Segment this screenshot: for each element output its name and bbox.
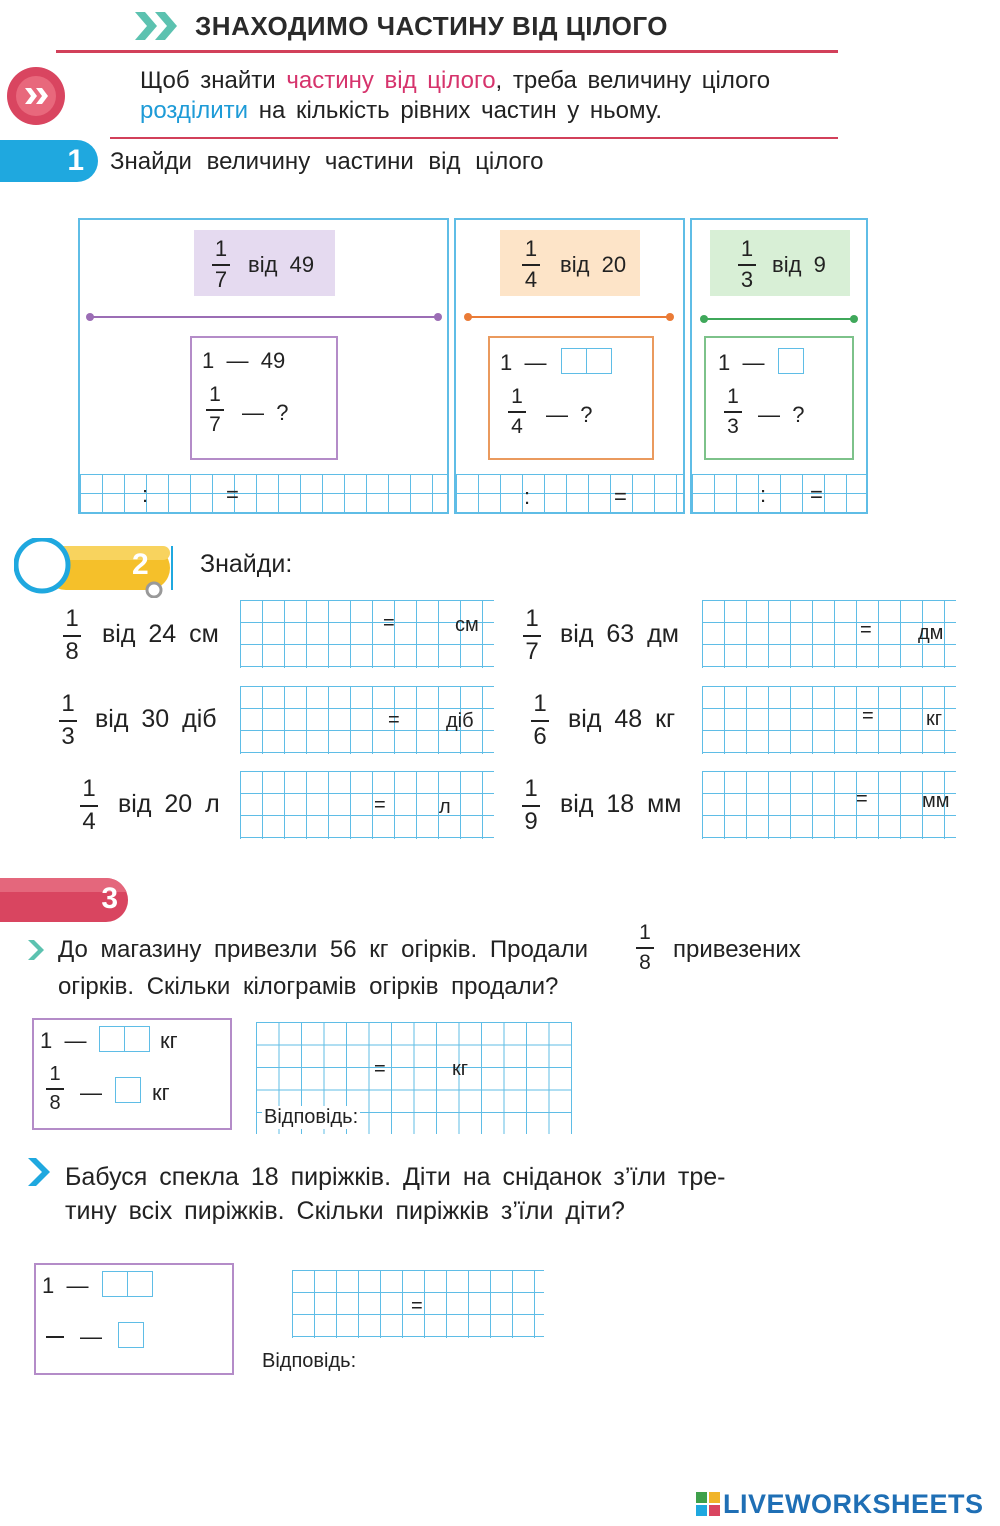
panel1-answer-grid[interactable] xyxy=(80,474,447,512)
rule-text-part-2: , треба величину цілого xyxy=(495,67,771,94)
problem1-fraction: 1 8 xyxy=(636,922,654,973)
p2-row2-dash: — xyxy=(80,1324,102,1349)
panel3-equals: = xyxy=(810,482,823,507)
t2-item5-eq: = xyxy=(374,794,386,816)
t2-item1-text: від 24 см xyxy=(102,620,219,648)
panel2-fraction: 1 4 xyxy=(522,238,540,291)
panel1-row1: 1 — 49 xyxy=(202,348,286,373)
panel2-colon: : xyxy=(524,484,531,509)
t2-item3-unit: діб xyxy=(446,710,474,732)
p1-row1: 1 — xyxy=(40,1028,87,1053)
panel2-row1: 1 — xyxy=(500,350,547,375)
problem1-text-b: привезених xyxy=(673,936,801,963)
panel3-colon: : xyxy=(760,482,767,507)
p2-row1: 1 — xyxy=(42,1273,89,1298)
t2-item4-fraction: 1 6 xyxy=(531,692,549,749)
task2-badge xyxy=(14,538,174,598)
t2-item4-eq: = xyxy=(862,705,874,727)
rule-divider xyxy=(110,137,838,139)
answer-label-1: Відповідь: xyxy=(264,1106,359,1128)
panel3-fraction: 1 3 xyxy=(738,238,756,291)
liveworksheets-logo-icon xyxy=(696,1492,720,1516)
t2-item6-unit: мм xyxy=(922,790,950,812)
p2-fraction-blank xyxy=(46,1336,64,1338)
task1-panel-2 xyxy=(454,218,685,514)
p2-input-box-1[interactable] xyxy=(102,1271,128,1297)
task2-instruction: Знайди: xyxy=(200,550,293,578)
p1-input-box-1[interactable] xyxy=(99,1026,125,1052)
panel3-line xyxy=(704,318,856,320)
footer-brand[interactable]: LIVEWORKSHEETS xyxy=(723,1489,984,1519)
panel1-row2: — ? xyxy=(242,400,289,425)
panel2-input-box-2[interactable] xyxy=(586,348,612,374)
panel3-of-text: від 9 xyxy=(772,252,826,277)
p1-grid-unit: кг xyxy=(452,1058,469,1080)
panel3-answer-grid[interactable] xyxy=(692,474,866,512)
panel1-line-dot-r xyxy=(434,313,442,321)
panel3-row2: — ? xyxy=(758,402,805,427)
t2-item5-grid[interactable] xyxy=(240,771,494,839)
panel2-equals: = xyxy=(614,484,627,509)
panel1-of-text: від 49 xyxy=(248,252,315,277)
t2-item3-eq: = xyxy=(388,709,400,731)
problem1-arrow-icon xyxy=(28,940,44,960)
problem2-arrow-icon xyxy=(28,1158,50,1186)
title-chevrons-icon xyxy=(135,12,183,40)
task1-panel-1 xyxy=(78,218,449,514)
t2-item4-unit: кг xyxy=(926,708,943,730)
problem2-line2: тину всіх пиріжків. Скільки пиріжків з’їли діти? xyxy=(65,1197,625,1225)
panel2-input-box-1[interactable] xyxy=(561,348,587,374)
task2-number: 2 xyxy=(132,548,149,581)
rule-text-part-1: Щоб знайти xyxy=(140,67,276,94)
task1-badge xyxy=(0,140,98,182)
panel2-line-dot-r xyxy=(666,313,674,321)
p1-row1-unit: кг xyxy=(160,1028,178,1053)
answer-label-2: Відповідь: xyxy=(262,1350,357,1372)
p1-row2-dash: — xyxy=(80,1080,102,1105)
title-underline xyxy=(56,50,838,53)
p2-grid-eq: = xyxy=(411,1295,423,1317)
t2-item1-fraction: 1 8 xyxy=(63,607,81,664)
panel2-line-dot-l xyxy=(464,313,472,321)
rule-highlight-part: частину від цілого xyxy=(286,67,496,94)
t2-item5-unit: л xyxy=(439,796,451,818)
t2-item6-fraction: 1 9 xyxy=(522,777,540,834)
p1-row2-unit: кг xyxy=(152,1080,170,1105)
problem2-line1: Бабуся спекла 18 пиріжків. Діти на сніданок з’їли тре- xyxy=(65,1163,726,1191)
task3-number: 3 xyxy=(101,882,118,915)
p2-input-box-3[interactable] xyxy=(118,1322,144,1348)
panel3-line-dot-l xyxy=(700,315,708,323)
panel2-row2-fraction: 1 4 xyxy=(508,386,526,437)
p1-row2-fraction: 1 8 xyxy=(46,1064,64,1113)
t2-item5-text: від 20 л xyxy=(118,790,220,818)
task1-instruction: Знайди величину частини від цілого xyxy=(110,148,544,175)
t2-item6-eq: = xyxy=(856,788,868,810)
problem1-text-a: До магазину привезли 56 кг огірків. Продали xyxy=(58,936,589,963)
p1-grid-eq: = xyxy=(374,1058,386,1080)
panel2-row2: — ? xyxy=(546,402,593,427)
panel3-row1: 1 — xyxy=(718,350,765,375)
panel1-row2-fraction: 1 7 xyxy=(206,384,224,435)
panel3-input-box[interactable] xyxy=(778,348,804,374)
rule-text xyxy=(140,66,790,126)
t2-item2-text: від 63 дм xyxy=(560,620,679,648)
problem1-text-c: огірків. Скільки кілограмів огірків продали? xyxy=(58,973,559,1000)
rule-icon xyxy=(6,66,66,126)
t2-item3-text: від 30 діб xyxy=(95,705,217,733)
rule-text-part-3: на кількість рівних частин у ньому. xyxy=(258,97,663,124)
task3-badge xyxy=(0,878,128,922)
panel2-answer-grid[interactable] xyxy=(456,474,683,512)
t2-item1-unit: см xyxy=(455,614,479,636)
panel3-line-dot-r xyxy=(850,315,858,323)
p1-input-box-2[interactable] xyxy=(124,1026,150,1052)
page-title: ЗНАХОДИМО ЧАСТИНУ ВІД ЦІЛОГО xyxy=(195,11,669,41)
t2-item6-grid[interactable] xyxy=(702,771,956,839)
t2-item2-fraction: 1 7 xyxy=(523,607,541,664)
t2-item6-text: від 18 мм xyxy=(560,790,682,818)
t2-item3-fraction: 1 3 xyxy=(59,692,77,749)
panel1-line-dot-l xyxy=(86,313,94,321)
panel3-row2-fraction: 1 3 xyxy=(724,386,742,437)
p2-input-box-2[interactable] xyxy=(127,1271,153,1297)
t2-item5-fraction: 1 4 xyxy=(80,777,98,834)
t2-item4-text: від 48 кг xyxy=(568,705,676,733)
task1-number: 1 xyxy=(67,144,84,177)
t2-item1-eq: = xyxy=(383,612,395,634)
t2-item2-unit: дм xyxy=(918,622,944,644)
panel1-colon: : xyxy=(142,482,149,507)
panel1-line xyxy=(90,316,440,318)
t2-item2-eq: = xyxy=(860,619,872,641)
task1-panel-3 xyxy=(690,218,868,514)
panel1-fraction: 1 7 xyxy=(212,238,230,291)
panel1-equals: = xyxy=(226,482,239,507)
t2-item4-grid[interactable] xyxy=(702,686,956,754)
rule-highlight-divide: розділити xyxy=(140,97,249,124)
panel2-of-text: від 20 xyxy=(560,252,627,277)
panel2-line xyxy=(468,316,672,318)
p1-input-box-3[interactable] xyxy=(115,1077,141,1103)
